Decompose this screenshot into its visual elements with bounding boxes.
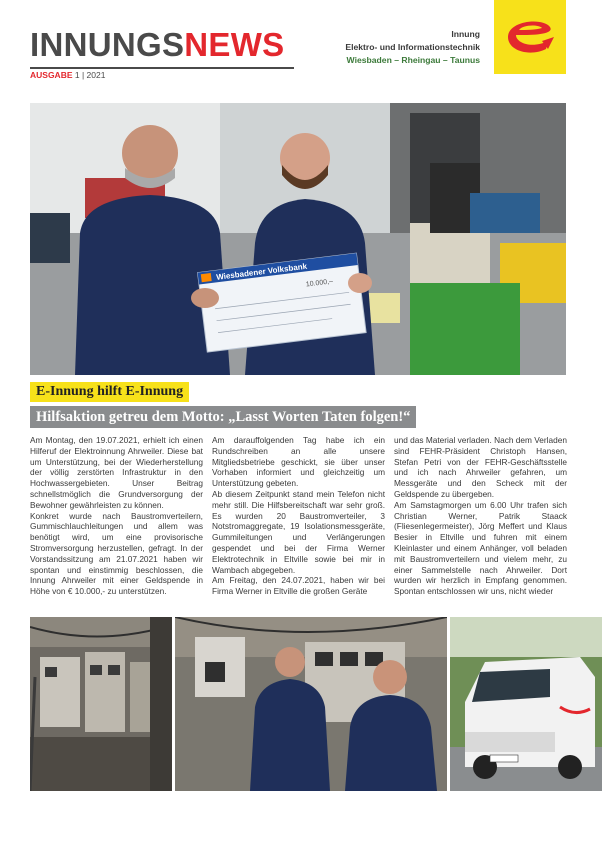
photo-electricians-working	[175, 617, 447, 791]
masthead	[30, 26, 294, 80]
issue-number: 1 | 2021	[74, 70, 106, 80]
issue-line	[30, 70, 105, 80]
photo-van-image	[450, 617, 602, 791]
col2-paragraph-1: Am darauffolgenden Tag habe ich ein Rundschreiben an alle unsere Mitgliedsbetriebe geschickt, sie über unser Vorhaben informiert und gleichzeitig um Unterstützung gebeten.	[212, 435, 385, 489]
col3-paragraph-1: und das Material verladen. Nach dem Verladen sind FEHR-Präsident Christoph Hansen, Stefan Petri von der FEHR-Geschäftsstelle und ich nach Ahrweiler gefahren, um Messgeräte und den Scheck mit der Geldspende zu übergeben.	[394, 435, 567, 499]
article-kicker: E-Innung hilft E-Innung	[30, 382, 189, 402]
col2-paragraph-3: Am Freitag, den 24.07.2021, haben wir bei Firma Werner in Eltville die großen Geräte	[212, 575, 385, 597]
photo-van	[450, 617, 602, 791]
article-headline: Hilfsaktion getreu dem Motto: „Lasst Worten Taten folgen!“	[30, 406, 416, 428]
e-mark-logo	[494, 0, 566, 74]
check-amount: 10.000,–	[305, 278, 334, 289]
article-column-2	[212, 435, 385, 597]
col1-paragraph-1: Am Montag, den 19.07.2021, erhielt ich einen Hilferuf der Elektroinnung Ahrweiler. Diese bat um Unterstützung, bei der Wiederherstellung der völlig zerstörten Infrastruktur in den Hochwassergebieten. Unser Beitrag schnellstmöglich die Grundversorgung der Bewohner gewährleisten zu können.	[30, 435, 203, 510]
e-mark-logo-icon	[502, 11, 558, 61]
newsletter-title	[30, 26, 294, 64]
col1-paragraph-2: Konkret wurde nach Baustromverteilern, Gummischlauchleitungen und allem was benötigt wird, um eine provisorische Stromversorgung herzustellen, gefragt. In der Vorstandssitzung am 21.07.2021 haben wir spontan und einstimmig beschlossen, die Innung Ahrweiler mit einer Geldspende in Höhe von € 10.000,- zu unterstützen.	[30, 510, 203, 597]
title-rule	[30, 67, 294, 69]
photo-distribution-boards-image	[30, 617, 172, 791]
check-bank-name: Wiesbadener Volksbank	[215, 261, 308, 282]
article-column-3	[394, 435, 567, 597]
photo-electricians-working-image	[175, 617, 447, 791]
title-part-innungs: INNUNGS	[30, 26, 185, 63]
col3-paragraph-2: Am Samstagmorgen um 6.00 Uhr trafen sich Christian Werner, Patrik Staack (Fliesenlegermeister), Jörg Meffert und Klaus Besier in Eltville und fuhren mit einem Kleinlaster und einem Anhänger, voll beladen mit Baustromverteilern und vielem mehr, zu einer Sammelstelle nach Ahrweiler. Dort wurden wir herzlich in Empfang genommen. Spontan entschlossen wir uns, nicht wieder	[394, 499, 567, 597]
guild-line-1: Innung	[451, 29, 480, 39]
guild-line-2: Elektro- und Informationstechnik	[345, 42, 480, 52]
title-part-news: NEWS	[184, 26, 285, 63]
hero-photo-check-handover	[30, 103, 566, 375]
guild-name	[345, 28, 480, 67]
guild-line-3: Wiesbaden – Rheingau – Taunus	[346, 55, 480, 65]
issue-label: AUSGABE	[30, 70, 73, 80]
col2-paragraph-2: Ab diesem Zeitpunkt stand mein Telefon nicht mehr still. Die Hilfsbereitschaft war sehr groß. Es wurden 20 Baustromverteiler, 3 Notstromaggregate, 19 Isolationsmessgeräte, Gummileitungen und Verlängerungen gespendet und bei der Firma Werner Elektrotechnik in Eltville sowie bei mir in Wambach abgegeben.	[212, 488, 385, 575]
hero-photo-image	[30, 103, 566, 375]
photo-distribution-boards	[30, 617, 172, 791]
article-column-1	[30, 435, 203, 597]
